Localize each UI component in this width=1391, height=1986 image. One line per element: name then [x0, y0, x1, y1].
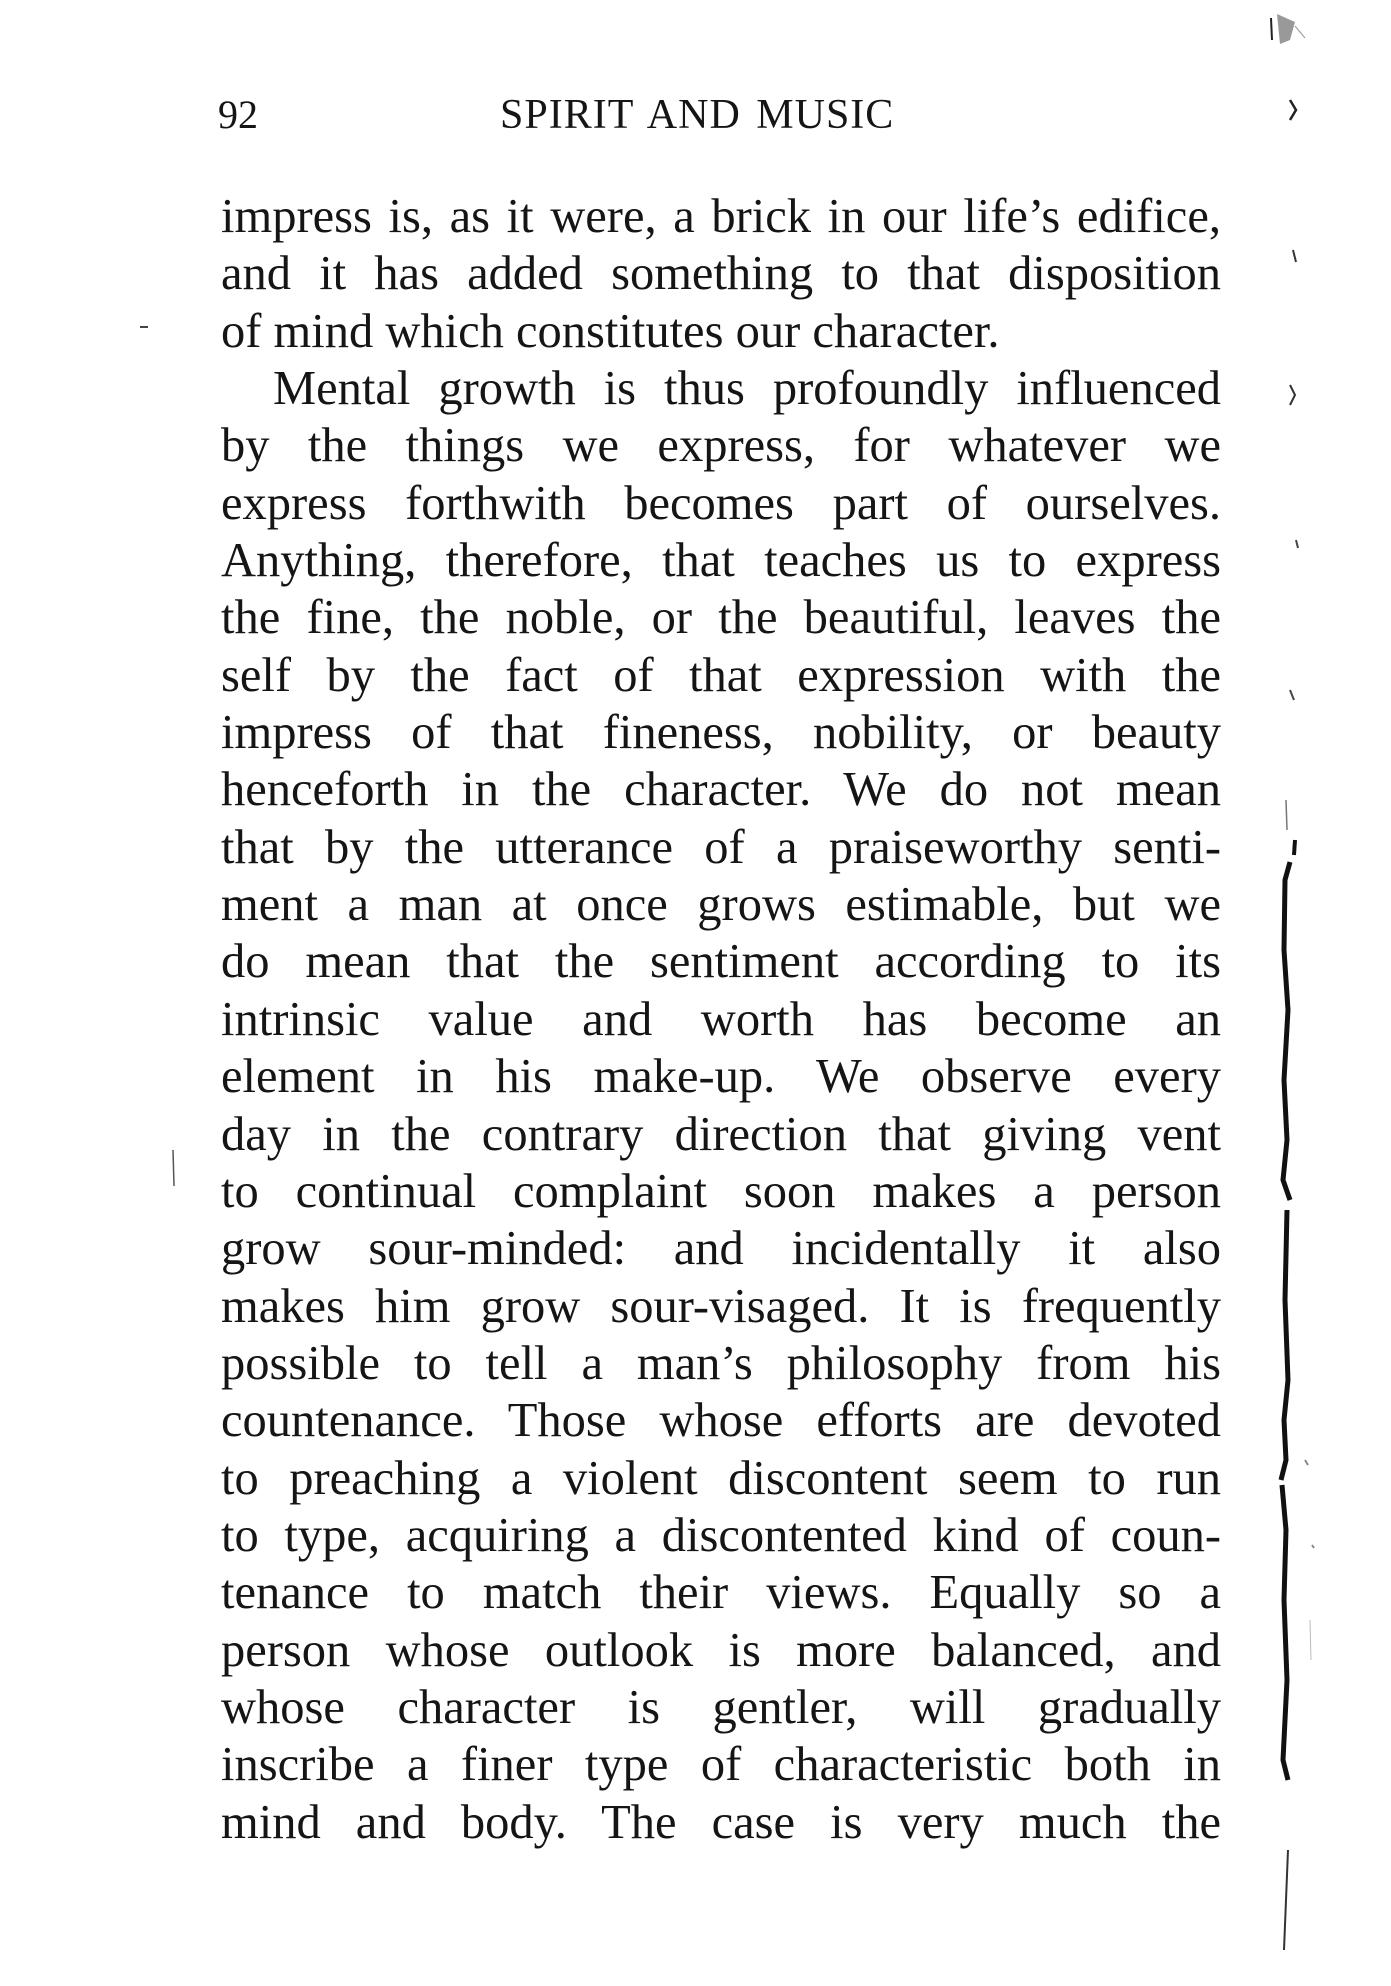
text-line: do mean that the sentiment according to its [221, 935, 1221, 989]
text-line: day in the contrary direction that giving vent [221, 1107, 1221, 1161]
text-line: Anything, therefore, that teaches us to express [221, 534, 1221, 588]
scan-speck [140, 325, 150, 331]
text-line: person whose outlook is more balanced, and [221, 1623, 1221, 1677]
running-head [0, 85, 1391, 145]
text-line: ment a man at once grows estimable, but we [221, 878, 1221, 932]
text-line: intrinsic value and worth has become an [221, 992, 1221, 1046]
text-line: express forthwith becomes part of ourselves. [221, 476, 1221, 530]
text-line: the fine, the noble, or the beautiful, leaves the [221, 591, 1221, 645]
text-line: impress of that fineness, nobility, or beauty [221, 706, 1221, 760]
text-line: henceforth in the character. We do not mean [221, 763, 1221, 817]
text-line: possible to tell a man’s philosophy from his [221, 1336, 1221, 1390]
text-line: element in his make-up. We observe every [221, 1050, 1221, 1104]
text-line: mind and body. The case is very much the [221, 1795, 1221, 1849]
text-line: to type, acquiring a discontented kind of coun- [221, 1508, 1221, 1562]
text-line: grow sour-minded: and incidentally it also [221, 1222, 1221, 1276]
text-line: to preaching a violent discontent seem to run [221, 1451, 1221, 1505]
text-line: tenance to match their views. Equally so a [221, 1566, 1221, 1620]
text-line: and it has added something to that disposition [221, 247, 1221, 301]
page-number: 92 [218, 92, 258, 137]
running-title: SPIRIT AND MUSIC [500, 92, 895, 138]
text-line: of mind which constitutes our character. [221, 304, 1000, 358]
text-line: impress is, as it were, a brick in our life’s edifice, [221, 190, 1221, 243]
text-line: whose character is gentler, will gradually [221, 1680, 1221, 1734]
text-line: makes him grow sour-visaged. It is frequently [221, 1279, 1221, 1333]
text-line: to continual complaint soon makes a person [221, 1164, 1221, 1218]
text-line: by the things we express, for whatever we [221, 419, 1221, 473]
text-line: Mental growth is thus profoundly influenced [273, 362, 1221, 416]
scan-speck [171, 1150, 177, 1190]
text-line: inscribe a finer type of characteristic both in [221, 1738, 1221, 1792]
text-line: countenance. Those whose efforts are devoted [221, 1394, 1221, 1448]
body-text [221, 188, 1221, 1851]
text-line: self by the fact of that expression with the [221, 648, 1221, 702]
page-edge-artifacts [1250, 0, 1391, 1986]
text-line: that by the utterance of a praiseworthy senti- [221, 820, 1221, 874]
